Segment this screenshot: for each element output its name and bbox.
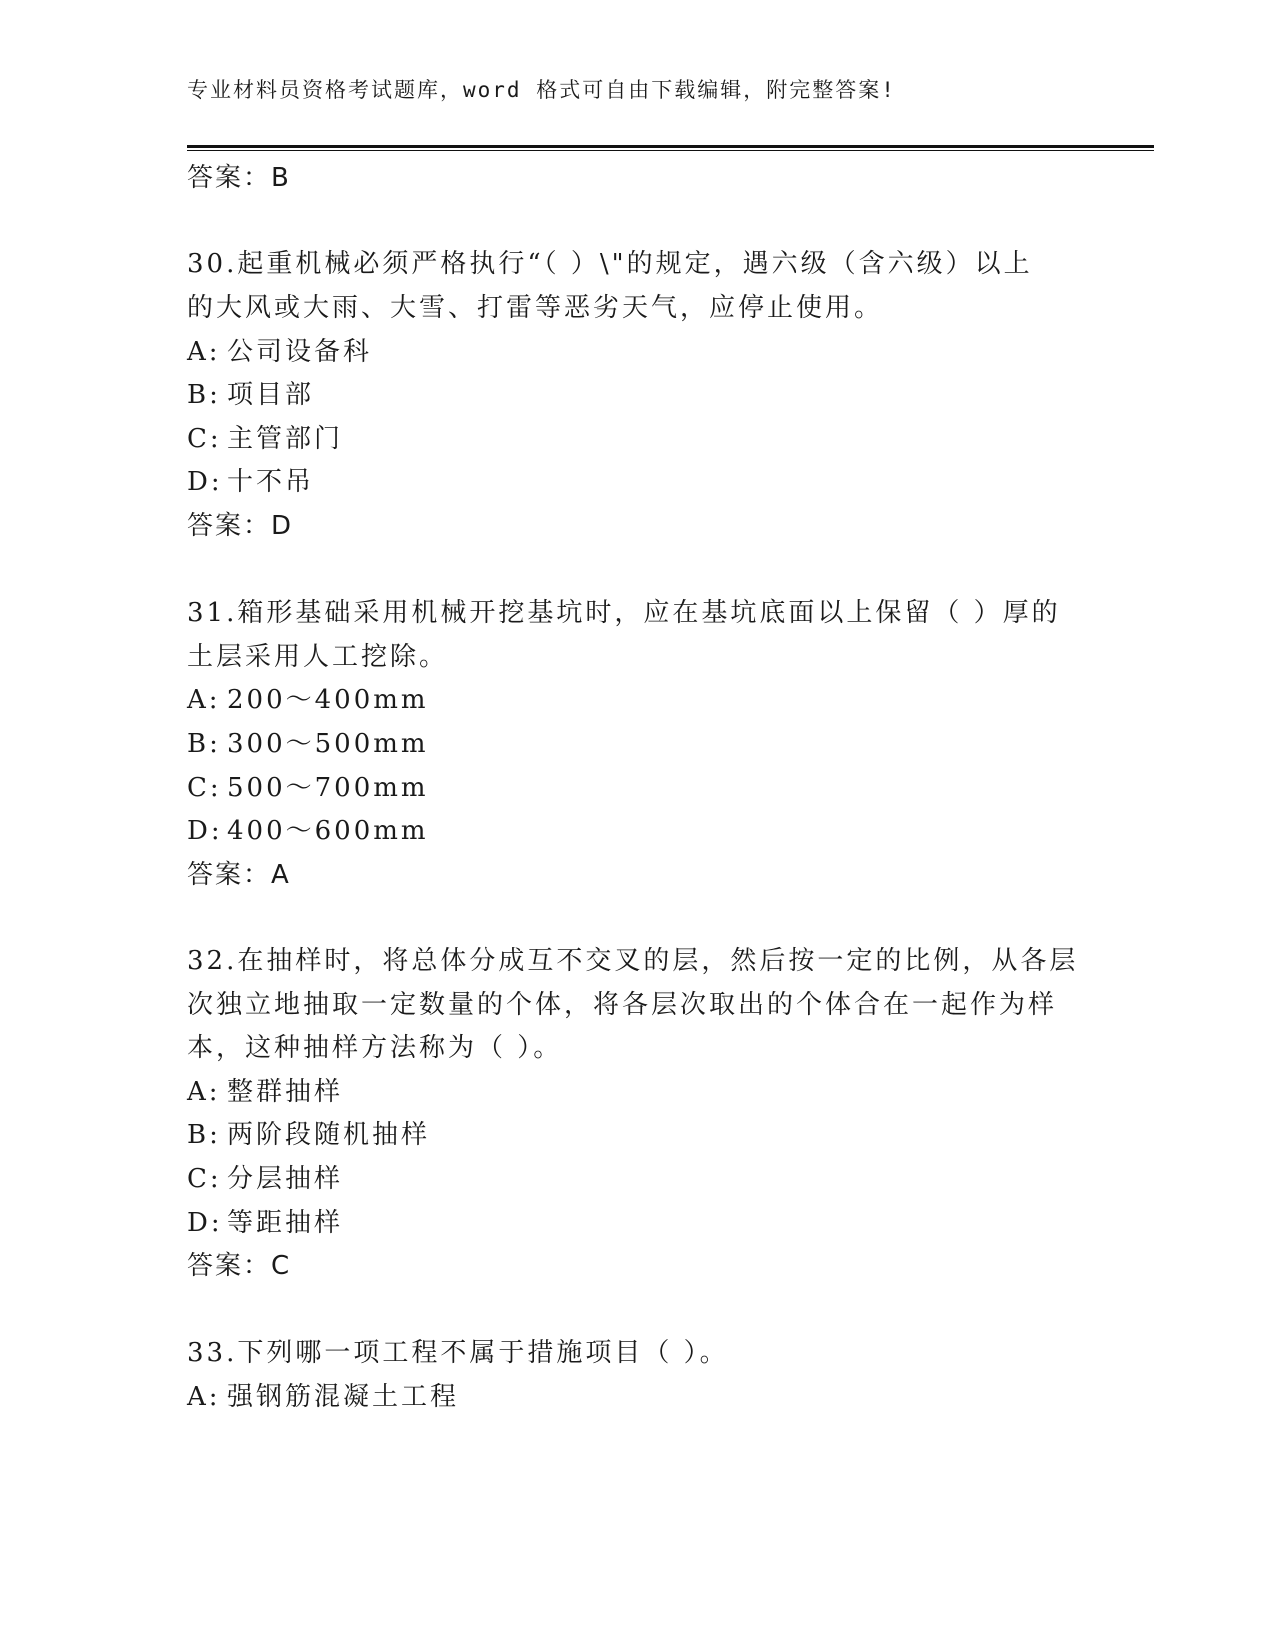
option-letter: B: [187, 729, 221, 759]
question-stem-line: 本，这种抽样方法称为（ ）。 [187, 1033, 563, 1063]
option-letter: A: [187, 1077, 221, 1107]
option-letter: D: [187, 816, 223, 846]
option-text: 整群抽样 [227, 1077, 344, 1107]
option-text: 强钢筋混凝土工程 [227, 1382, 460, 1412]
question-stem-line: 的大风或大雨、大雪、打雷等恶劣天气，应停止使用。 [187, 293, 884, 323]
answer-line: 答案：D [187, 511, 294, 541]
answer-line: 答案：C [187, 1251, 292, 1281]
option-text: 两阶段随机抽样 [227, 1120, 431, 1150]
question-stem-line: 次独立地抽取一定数量的个体，将各层次取出的个体合在一起作为样 [187, 990, 1058, 1020]
option-b [187, 1114, 430, 1151]
option-letter: C: [187, 773, 222, 803]
option-a [187, 679, 429, 716]
option-d [187, 810, 429, 847]
question-stem-line: 31.箱形基础采用机械开挖基坑时，应在基坑底面以上保留（ ）厚的 [187, 598, 1061, 628]
option-a [187, 331, 372, 368]
option-letter: B: [187, 380, 221, 410]
option-text: 400～600mm [227, 816, 429, 846]
option-text: 主管部门 [227, 424, 344, 454]
option-text: 项目部 [227, 380, 315, 410]
header-text: 专业材料员资格考试题库，word 格式可自由下载编辑，附完整答案! [187, 78, 896, 102]
option-d [187, 1202, 343, 1239]
option-letter: B: [187, 1120, 221, 1150]
option-a [187, 1376, 459, 1413]
option-text: 公司设备科 [227, 337, 373, 367]
option-text: 500～700mm [227, 773, 429, 803]
option-text: 分层抽样 [227, 1164, 344, 1194]
option-letter: C: [187, 1164, 222, 1194]
option-c [187, 767, 429, 804]
option-letter: C: [187, 424, 222, 454]
question-stem-line: 32.在抽样时，将总体分成互不交叉的层，然后按一定的比例，从各层 [187, 946, 1079, 976]
header-rule-thin [187, 150, 1154, 151]
header-rule-thick [187, 145, 1154, 148]
option-a [187, 1071, 343, 1108]
previous-answer: 答案：B [187, 163, 291, 193]
option-text: 等距抽样 [227, 1208, 344, 1238]
option-letter: A: [187, 685, 221, 715]
option-text: 300～500mm [227, 729, 429, 759]
option-d [187, 461, 314, 498]
option-letter: D: [187, 1208, 223, 1238]
option-c [187, 418, 343, 455]
option-letter: A: [187, 337, 221, 367]
option-b [187, 374, 314, 411]
question-stem-line: 33.下列哪一项工程不属于措施项目（ ）。 [187, 1338, 729, 1368]
option-c [187, 1158, 343, 1195]
option-text: 200～400mm [227, 685, 429, 715]
option-letter: D: [187, 467, 223, 497]
answer-line: 答案：A [187, 860, 291, 890]
option-b [187, 723, 429, 760]
option-letter: A: [187, 1382, 221, 1412]
question-stem-line: 土层采用人工挖除。 [187, 642, 449, 672]
option-text: 十不吊 [227, 467, 315, 497]
question-stem-line: 30.起重机械必须严格执行“（ ）\"的规定，遇六级（含六级）以上 [187, 249, 1033, 279]
